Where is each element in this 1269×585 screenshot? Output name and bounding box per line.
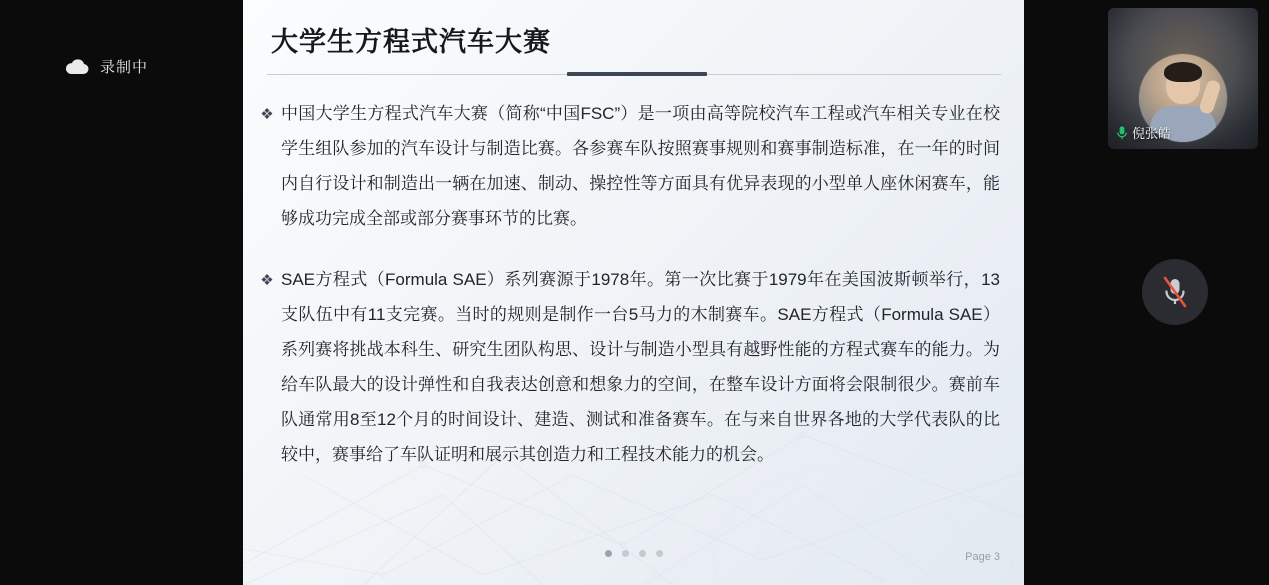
recording-indicator: [64, 56, 148, 77]
avatar-arm: [1198, 79, 1222, 116]
microphone-muted-icon: [1160, 275, 1190, 309]
slide-dot[interactable]: [622, 550, 629, 557]
title-accent-bar: [567, 72, 707, 76]
participant-name: 倪张皓: [1132, 126, 1172, 141]
shared-slide: [243, 0, 1024, 585]
slide-title: 大学生方程式汽车大赛: [271, 27, 551, 57]
list-item: [253, 96, 1012, 236]
mute-button[interactable]: [1142, 259, 1208, 325]
bullet-marker-icon: ❖: [260, 106, 274, 123]
bullet-text: 中国大学生方程式汽车大赛（简称“中国FSC”）是一项由高等院校汽车工程或汽车相关专业在校学生组队参加的汽车设计与制造比赛。各参赛车队按照赛事规则和赛事制造标准，在一年的时间内自行设计和制造出一辆在加速、制动、操控性等方面具有优异表现的小型单人座休闲赛车，能够成功完成全部或部分赛事环节的比赛。: [281, 104, 1000, 228]
participant-video-tile[interactable]: [1108, 8, 1258, 149]
slide-progress-dots[interactable]: [605, 550, 663, 557]
avatar-hair: [1164, 62, 1202, 82]
cloud-icon: [64, 59, 90, 75]
bullet-marker-icon: ❖: [260, 272, 274, 289]
microphone-icon: [1116, 125, 1128, 141]
slide-body: [253, 96, 1012, 498]
participant-name-badge: [1116, 123, 1171, 142]
slide-dot[interactable]: [656, 550, 663, 557]
list-item: [253, 262, 1012, 472]
slide-dot[interactable]: [639, 550, 646, 557]
recording-label: 录制中: [100, 59, 149, 76]
page-number: Page 3: [965, 551, 1000, 563]
bullet-text: SAE方程式（Formula SAE）系列赛源于1978年。第一次比赛于1979年在美国波斯顿举行，13支队伍中有11支完赛。当时的规则是制作一台5马力的木制赛车。SAE方程式（Formula SAE）系列赛将挑战本科生、研究生团队构思、设计与制造小型具有越野性能的方程式赛车的能力。为给车队最大的设计弹性和自我表达创意和想象力的空间，在整车设计方面将会限制很少。赛前车队通常用8至12个月的时间设计、建造、测试和准备赛车。在与来自世界各地的大学代表队的比较中，赛事给了车队证明和展示其创造力和工程技术能力的机会。: [281, 270, 1000, 464]
slide-dot[interactable]: [605, 550, 612, 557]
